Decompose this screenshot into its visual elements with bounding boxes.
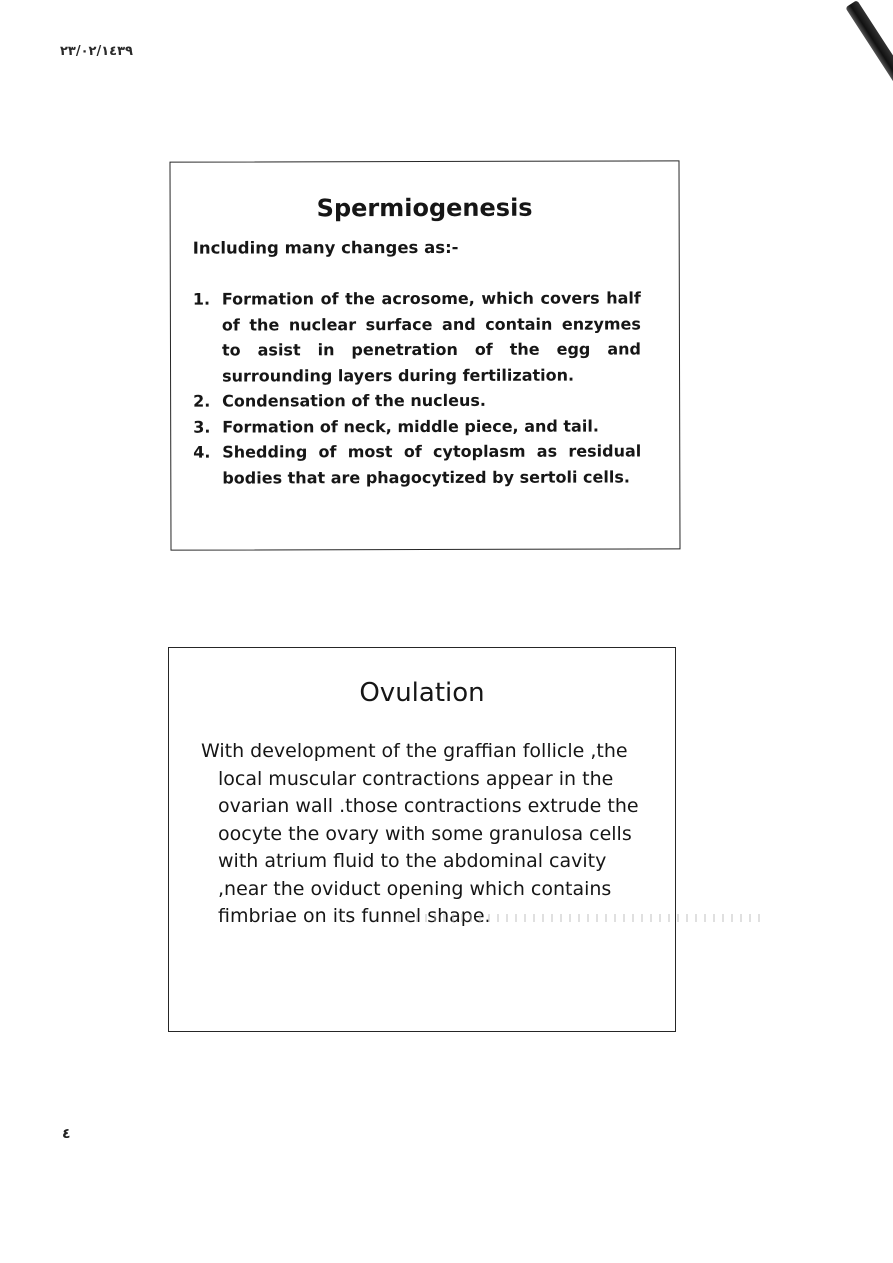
list-item [193,438,641,490]
list-item-number: 1. [192,289,211,309]
scan-noise [398,914,763,922]
list-item [193,387,641,414]
list-item [193,413,641,440]
steps-list [193,285,642,490]
list-item-number: 3. [193,417,211,437]
slide-ovulation [168,647,676,1032]
slide-body: With development of the graffian follicle ,the local muscular contractions appear in the ovarian wall .those contractions extrude the oocyte the ovary with some granulosa cells with atrium fluid to the abdominal cavity ,near the oviduct opening which contains fimbriae on its funnel shape. [201,740,639,927]
list-item-text: Formation of neck, middle piece, and tail. [222,416,599,437]
slide-spermiogenesis [169,160,680,550]
list-item-number: 2. [193,391,211,411]
list-item-text: Shedding of most of cytoplasm as residual bodies that are phagocytized by sertoli cells. [222,441,642,488]
slide-title: Spermiogenesis [316,193,533,223]
list-item-text: Condensation of the nucleus. [222,390,486,411]
list-item [193,285,641,388]
page-date: ٢٣/٠٢/١٤٣٩ [60,44,133,59]
paper-fold-shadow [845,0,893,226]
slide-intro: Including many changes as:- [192,237,459,258]
list-item-number: 4. [193,442,211,462]
page-number: ٤ [62,1126,71,1142]
list-item-text: Formation of the acrosome, which covers half of the nuclear surface and contain enzymes to asist in penetration of the egg and surrounding layers during fertilization. [221,288,642,386]
slide-title: Ovulation [359,678,485,708]
